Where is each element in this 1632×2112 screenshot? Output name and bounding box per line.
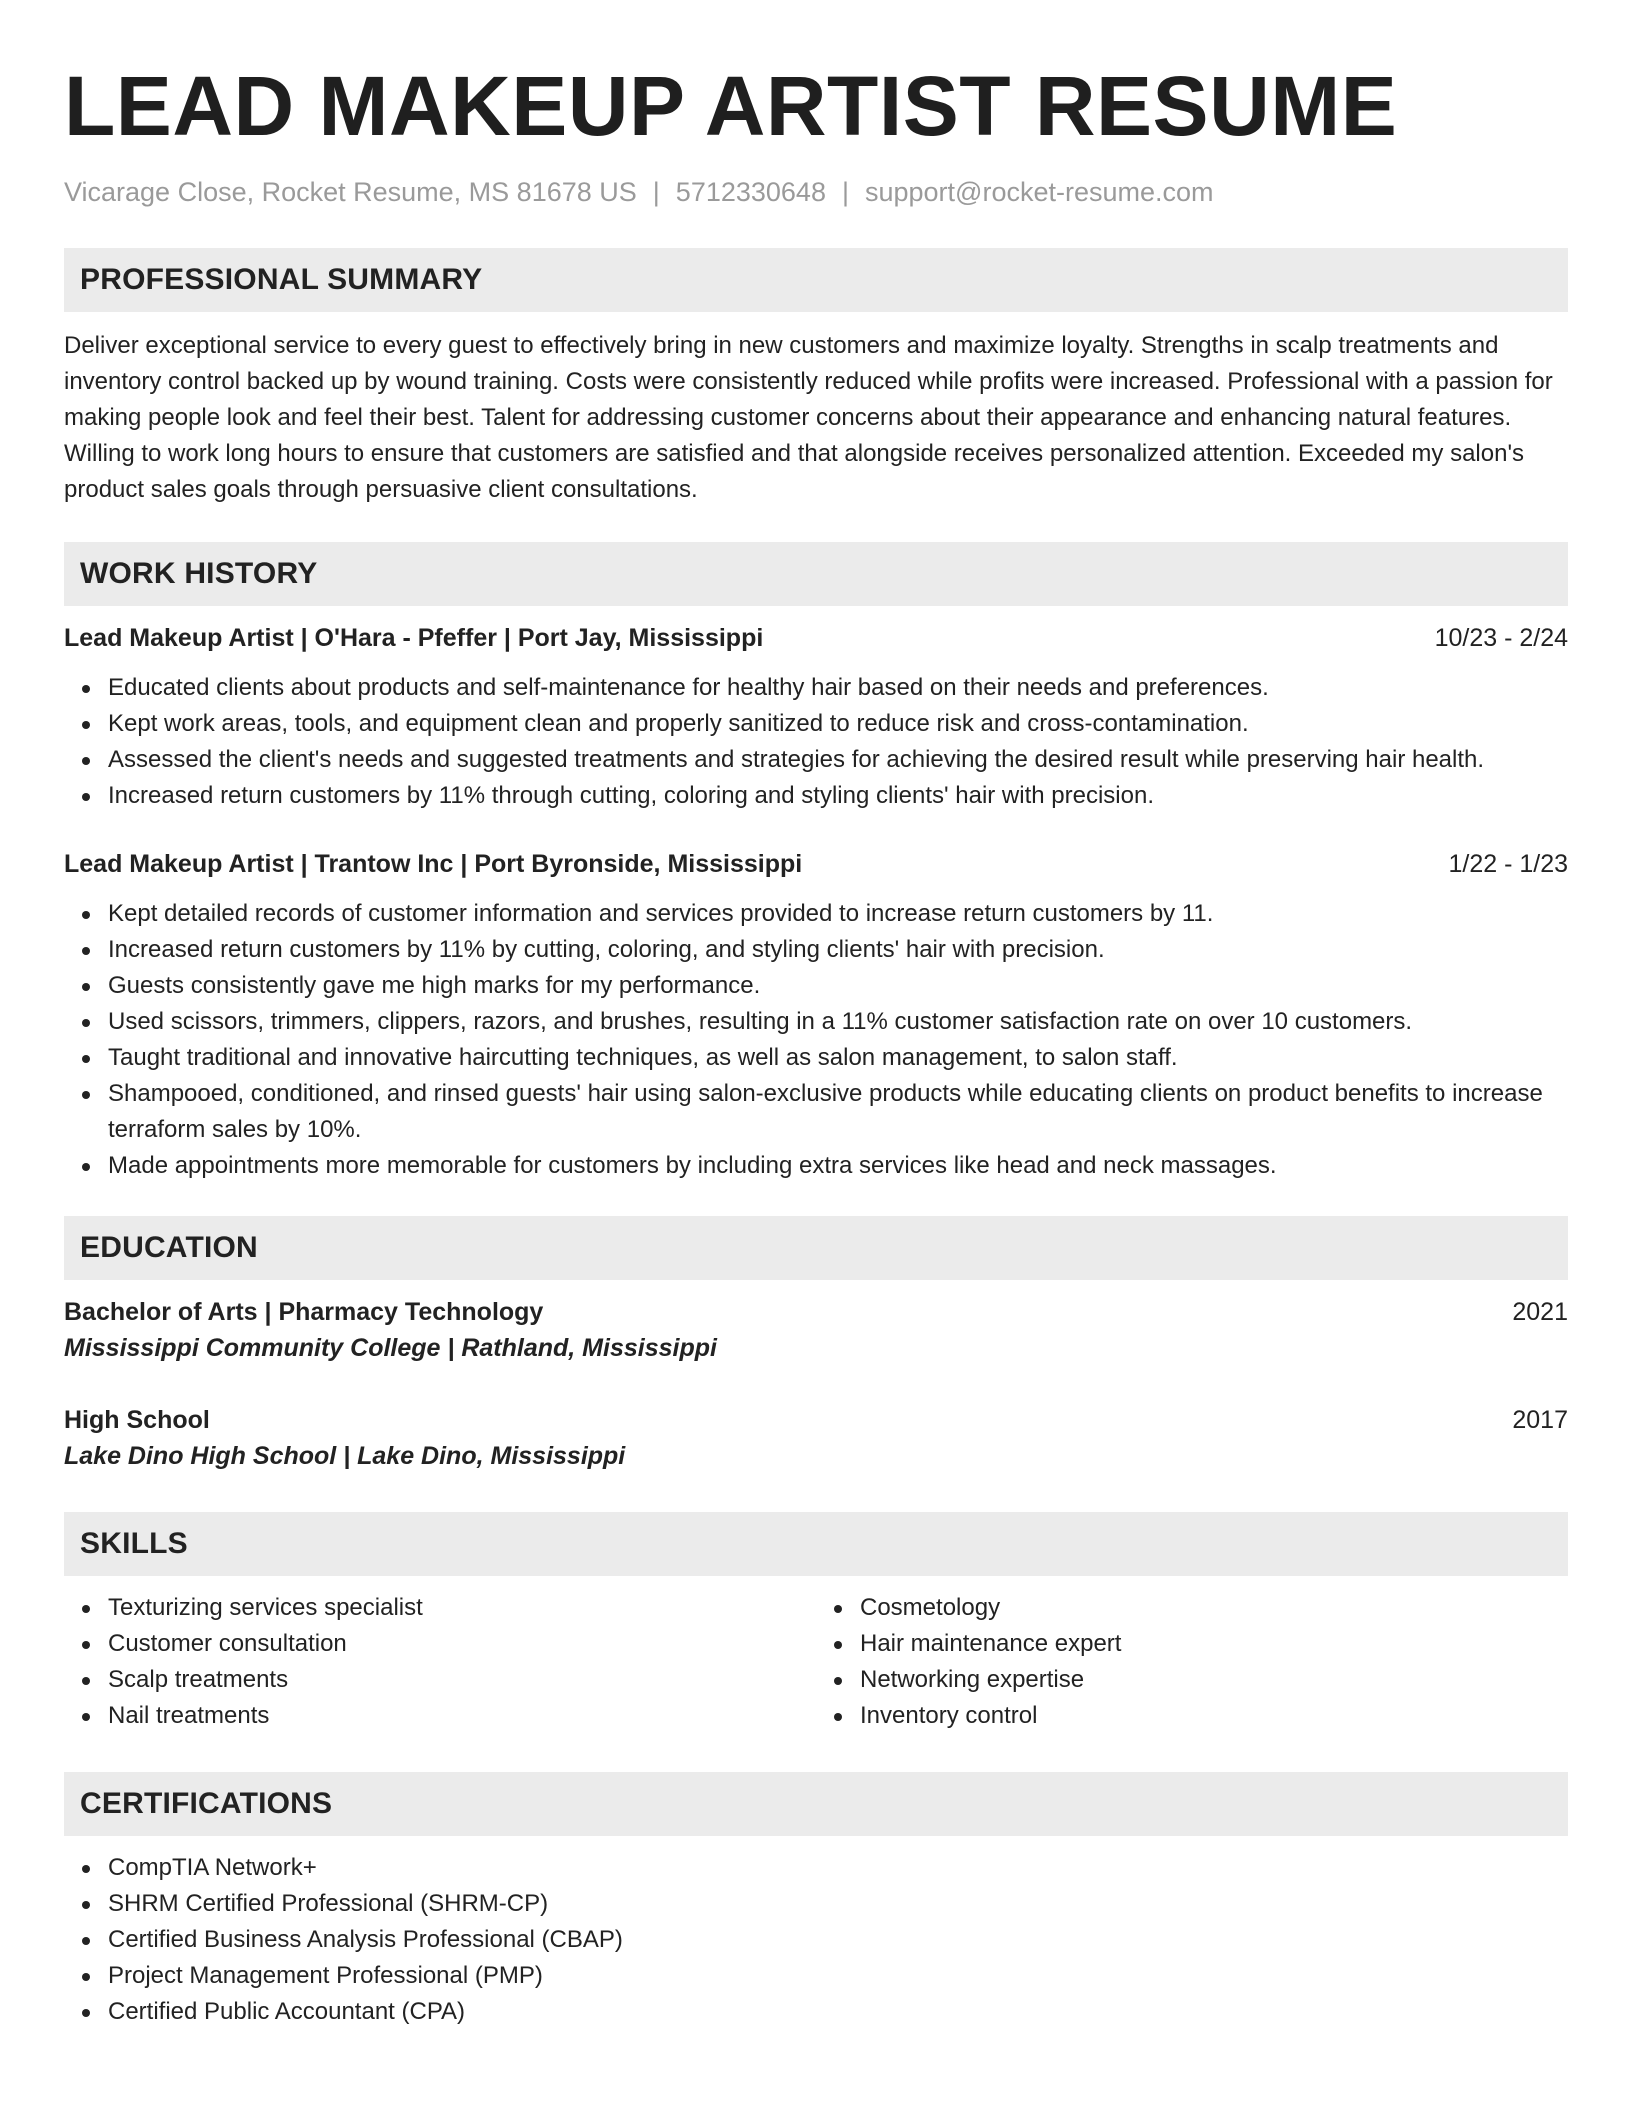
contact-email: support@rocket-resume.com (864, 177, 1214, 207)
skill-item: Inventory control (816, 1698, 1568, 1734)
job-bullet: Shampooed, conditioned, and rinsed guests' hair using salon-exclusive products while educating clients on product benefits to increase terraform sales by 10%. (64, 1076, 1568, 1148)
job-bullet: Taught traditional and innovative haircutting techniques, as well as salon management, to salon staff. (64, 1040, 1568, 1076)
section-header-skills: SKILLS (64, 1512, 1568, 1576)
contact-separator: | (652, 177, 660, 207)
job-bullet: Increased return customers by 11% through cutting, coloring and styling clients' hair with precision. (64, 778, 1568, 814)
resume-title: LEAD MAKEUP ARTIST RESUME (64, 59, 1398, 153)
contact-line (64, 174, 1568, 210)
job-bullet-list (64, 670, 1568, 814)
summary-text: Deliver exceptional service to every guest to effectively bring in new customers and maximize loyalty. Strengths in scalp treatments and inventory control backed up by wound training. Costs were consistently reduced while profits were increased. Professional with a passion for making people look and feel their best. Talent for addressing customer concerns about their appearance and enhancing natural features. Willing to work long hours to ensure that customers are satisfied and that alongside receives personalized attention. Exceeded my salon's product sales goals through persuasive client consultations. (64, 332, 1553, 503)
job-title: Lead Makeup Artist | O'Hara - Pfeffer | Port Jay, Mississippi (64, 624, 764, 652)
skill-item: Scalp treatments (64, 1662, 816, 1698)
job-bullet: Assessed the client's needs and suggested treatments and strategies for achieving the desired result while preserving hair health. (64, 742, 1568, 778)
job-bullet: Made appointments more memorable for customers by including extra services like head and neck massages. (64, 1148, 1568, 1184)
skills-list-right (816, 1590, 1568, 1734)
skill-item: Nail treatments (64, 1698, 816, 1734)
certification-item: Certified Business Analysis Professional (CBAP) (64, 1922, 1568, 1958)
certifications-list (64, 1850, 1568, 2030)
certification-item: Project Management Professional (PMP) (64, 1958, 1568, 1994)
contact-separator: | (841, 177, 849, 207)
education-year: 2017 (1512, 1406, 1568, 1434)
job-bullet: Guests consistently gave me high marks for my performance. (64, 968, 1568, 1004)
skill-item: Texturizing services specialist (64, 1590, 816, 1626)
skill-item: Customer consultation (64, 1626, 816, 1662)
job-title: Lead Makeup Artist | Trantow Inc | Port Byronside, Mississippi (64, 850, 803, 878)
job-entry (64, 846, 1568, 1184)
education-header (64, 1294, 1568, 1330)
job-bullet-list (64, 896, 1568, 1184)
job-entry (64, 620, 1568, 814)
education-entry (64, 1294, 1568, 1366)
contact-address: Vicarage Close, Rocket Resume, MS 81678 US (64, 177, 637, 207)
certification-item: Certified Public Accountant (CPA) (64, 1994, 1568, 2030)
certification-item: SHRM Certified Professional (SHRM-CP) (64, 1886, 1568, 1922)
skill-item: Cosmetology (816, 1590, 1568, 1626)
skills-list-left (64, 1590, 816, 1734)
job-bullet: Educated clients about products and self-maintenance for healthy hair based on their needs and preferences. (64, 670, 1568, 706)
job-bullet: Kept detailed records of customer information and services provided to increase return customers by 11. (64, 896, 1568, 932)
skills-grid (64, 1590, 1568, 1734)
job-dates: 1/22 - 1/23 (1448, 850, 1568, 878)
skill-item: Hair maintenance expert (816, 1626, 1568, 1662)
job-bullet: Increased return customers by 11% by cutting, coloring, and styling clients' hair with precision. (64, 932, 1568, 968)
education-school: Mississippi Community College | Rathland, Mississippi (64, 1334, 717, 1362)
job-bullet: Kept work areas, tools, and equipment clean and properly sanitized to reduce risk and cross-contamination. (64, 706, 1568, 742)
job-bullet: Used scissors, trimmers, clippers, razors, and brushes, resulting in a 11% customer satisfaction rate on over 10 customers. (64, 1004, 1568, 1040)
education-year: 2021 (1512, 1298, 1568, 1326)
section-header-summary: PROFESSIONAL SUMMARY (64, 248, 1568, 312)
education-entry (64, 1402, 1568, 1474)
education-degree: High School (64, 1406, 210, 1434)
certification-item: CompTIA Network+ (64, 1850, 1568, 1886)
section-header-certifications: CERTIFICATIONS (64, 1772, 1568, 1836)
education-header (64, 1402, 1568, 1438)
education-degree: Bachelor of Arts | Pharmacy Technology (64, 1298, 544, 1326)
education-school: Lake Dino High School | Lake Dino, Mississippi (64, 1442, 626, 1470)
job-header (64, 846, 1568, 882)
job-dates: 10/23 - 2/24 (1434, 624, 1568, 652)
contact-phone: 5712330648 (675, 177, 826, 207)
section-header-education: EDUCATION (64, 1216, 1568, 1280)
skill-item: Networking expertise (816, 1662, 1568, 1698)
job-header (64, 620, 1568, 656)
section-header-work-history: WORK HISTORY (64, 542, 1568, 606)
